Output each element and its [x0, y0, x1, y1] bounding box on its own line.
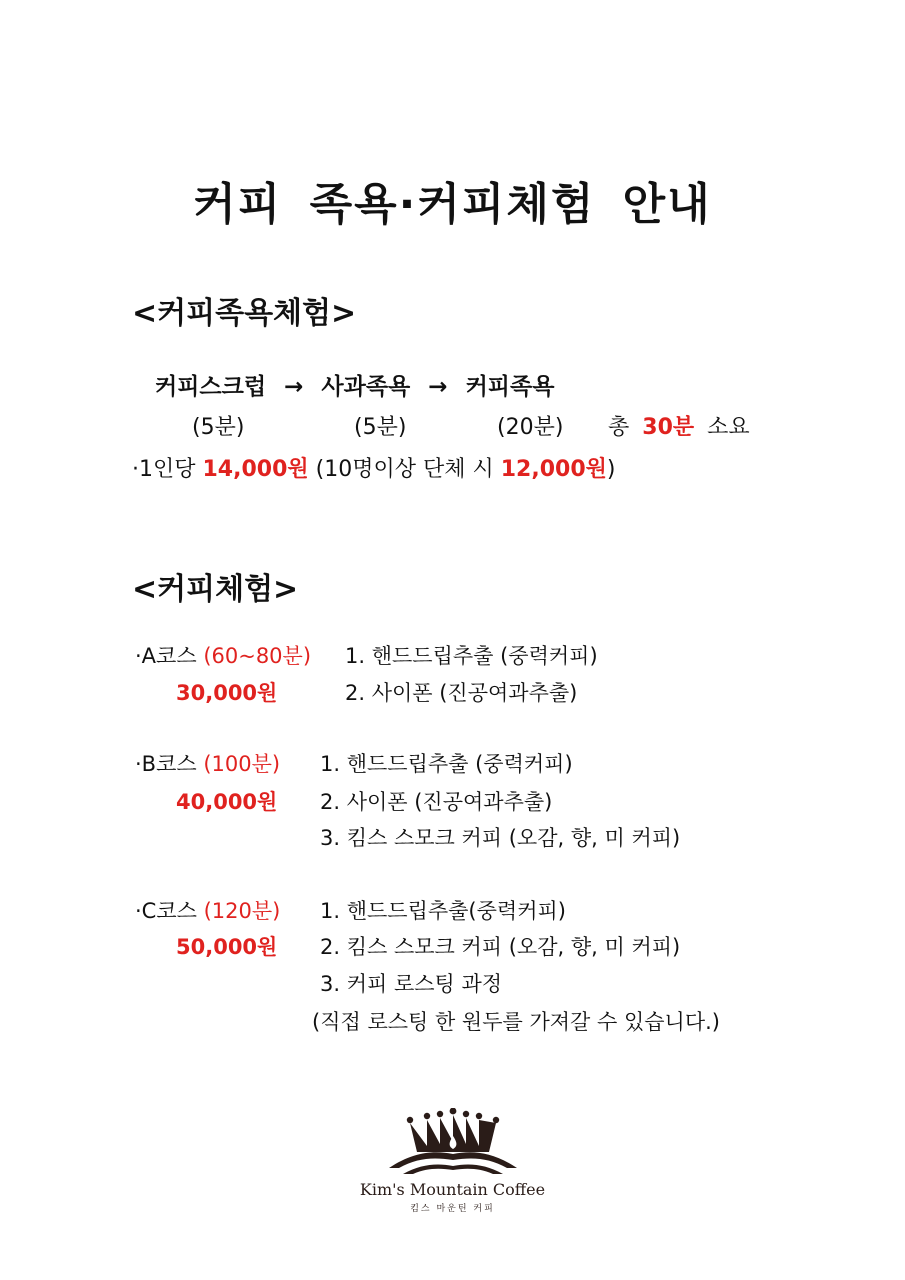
step-name: 사과족욕: [321, 374, 411, 400]
arrow-icon: →: [284, 374, 304, 400]
total-time: [608, 410, 750, 441]
group-prefix: (10명이상 단체 시: [315, 457, 494, 482]
group-price: 12,000원: [500, 457, 607, 482]
course-duration: (60~80분): [203, 644, 312, 668]
course-item: 3. 킴스 스모크 커피 (오감, 향, 미 커피): [320, 826, 681, 850]
page-title: 커피 족욕·커피체험 안내: [193, 179, 712, 230]
course-item: 1. 핸드드립추출(중력커피): [320, 899, 566, 923]
course-name: ·C코스: [135, 899, 197, 923]
crown-icon: [383, 1108, 523, 1176]
course-name: ·A코스: [135, 644, 197, 668]
course-item: 2. 킴스 스모크 커피 (오감, 향, 미 커피): [320, 935, 681, 959]
course-item: 2. 사이폰 (진공여과추출): [320, 790, 553, 814]
footbath-flow: [155, 368, 554, 401]
step-name: 커피스크럽: [155, 374, 267, 400]
group-suffix: ): [606, 457, 616, 482]
arrow-icon: →: [428, 374, 448, 400]
logo-name-ko: 킴스 마운틴 커피: [410, 1204, 495, 1214]
course-note: (직접 로스팅 한 원두를 가져갈 수 있습니다.): [312, 1010, 720, 1034]
course-price: 50,000원: [176, 935, 278, 959]
course-price: 40,000원: [176, 790, 278, 814]
course-item: 3. 커피 로스팅 과정: [320, 972, 503, 996]
footbath-price: [132, 452, 615, 483]
course-duration: (100분): [203, 752, 281, 776]
course-c-title: [135, 895, 280, 925]
course-duration: (120분): [203, 899, 281, 923]
total-prefix: 총: [608, 415, 630, 440]
course-a-title: [135, 640, 311, 670]
price-prefix: ·1인당: [132, 457, 196, 482]
price-value: 14,000원: [202, 457, 309, 482]
step-time: (20분): [497, 415, 564, 440]
course-item: 2. 사이폰 (진공여과추출): [345, 681, 578, 705]
course-name: ·B코스: [135, 752, 197, 776]
step-time: (5분): [192, 415, 245, 440]
brand-logo: [0, 1108, 905, 1214]
step-time: (5분): [354, 415, 407, 440]
total-suffix: 소요: [707, 415, 750, 440]
logo-name-en: Kim's Mountain Coffee: [359, 1180, 546, 1199]
experience-heading: <커피체험>: [132, 572, 299, 607]
course-b-title: [135, 748, 280, 778]
footbath-heading: <커피족욕체험>: [132, 296, 357, 331]
total-value: 30분: [642, 415, 695, 440]
course-price: 30,000원: [176, 681, 278, 705]
course-item: 1. 핸드드립추출 (중력커피): [345, 644, 598, 668]
course-item: 1. 핸드드립추출 (중력커피): [320, 752, 573, 776]
step-name: 커피족욕: [465, 374, 555, 400]
